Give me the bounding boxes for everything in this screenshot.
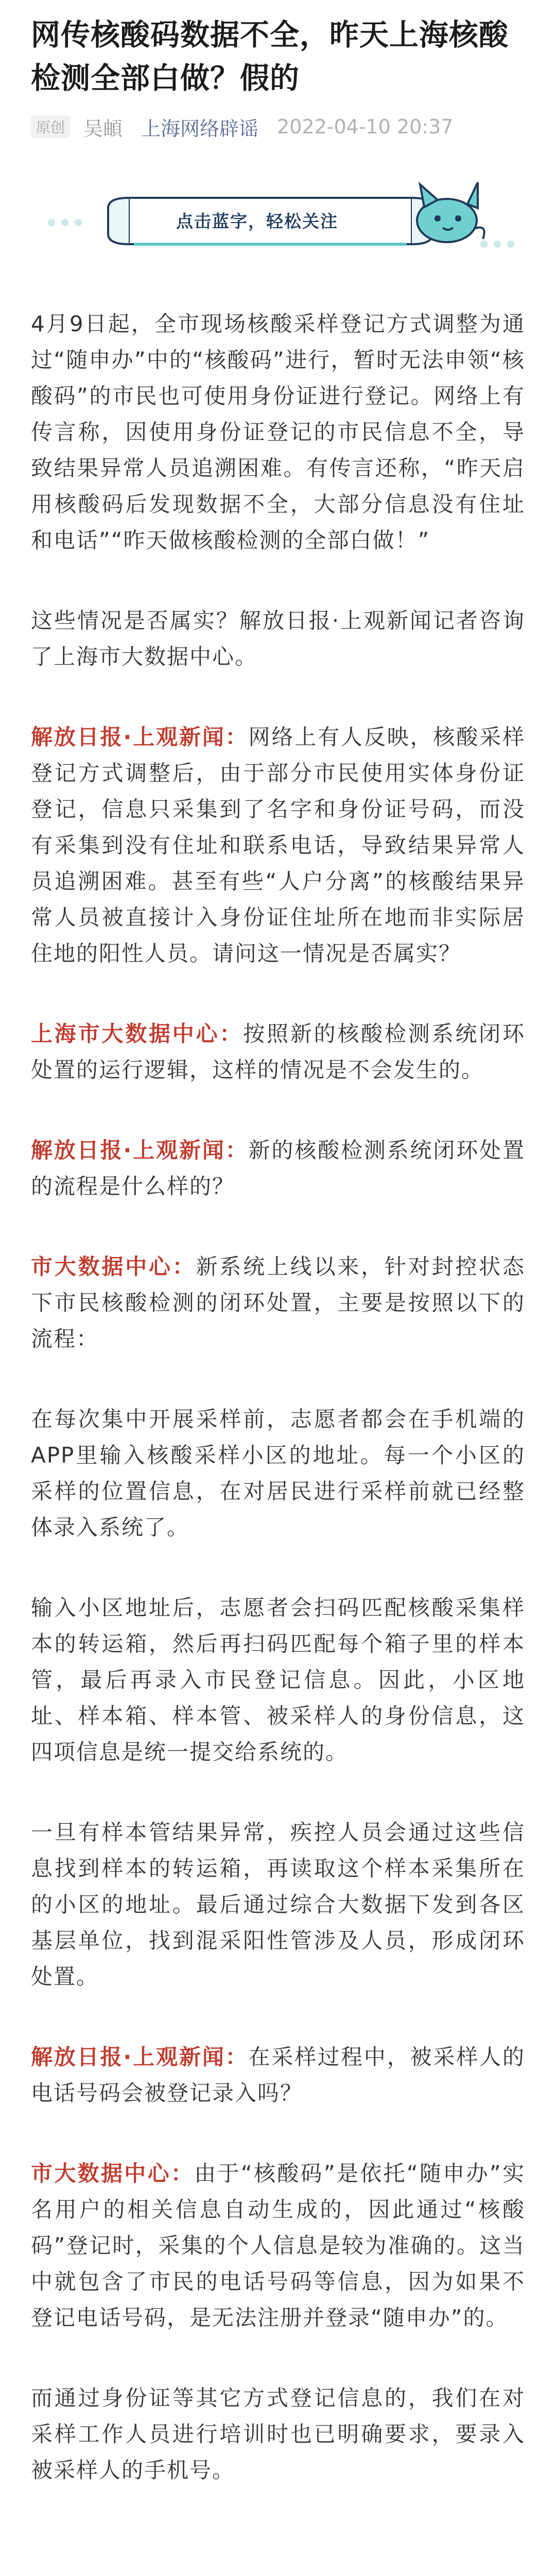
paragraph-text: 新的核酸检测系统闭环处置的流程是什么样的？ — [31, 1138, 525, 1199]
speaker-label: 解放日报·上观新闻： — [31, 2044, 249, 2070]
paragraph — [31, 306, 525, 558]
author-name[interactable]: 吴頔 — [83, 117, 123, 140]
paragraph — [31, 603, 525, 675]
speaker-label: 上海市大数据中心： — [31, 1021, 244, 1046]
follow-banner[interactable] — [31, 167, 525, 270]
article-meta — [31, 111, 525, 142]
paragraph-text: 按照新的核酸检测系统闭环处置的运行逻辑，这样的情况是不会发生的。 — [31, 1021, 525, 1082]
paragraph — [31, 1401, 525, 1546]
paragraph — [31, 1249, 525, 1357]
article-body — [31, 306, 525, 2488]
publish-datetime: 2022-04-10 20:37 — [277, 115, 454, 138]
paragraph-text: 这些情况是否属实？解放日报·上观新闻记者咨询了上海市大数据中心。 — [31, 608, 525, 669]
paragraph — [31, 719, 525, 972]
paragraph — [31, 1132, 525, 1205]
cat-mascot-icon — [402, 167, 489, 255]
paragraph-text: 在采样过程中，被采样人的电话号码会被登记录入吗？ — [31, 2044, 525, 2106]
article-title: 网传核酸码数据不全，昨天上海核酸检测全部白做？假的 — [31, 18, 509, 95]
paragraph — [31, 1815, 525, 1995]
paragraph — [31, 2380, 525, 2488]
paragraph-text: 输入小区地址后，志愿者会扫码匹配核酸采集样本的转运箱，然后再扫码匹配每个箱子里的样本管，最后再录入市民登记信息。因此，小区地址、样本箱、样本管、被采样人的身份信息，这四项信息是统一提交给系统的。 — [31, 1595, 525, 1765]
paragraph-text: 而通过身份证等其它方式登记信息的，我们在对采样工作人员进行培训时也已明确要求，要录入被采样人的手机号。 — [31, 2385, 525, 2483]
paragraph-text: 在每次集中开展采样前，志愿者都会在手机端的APP里输入核酸采样小区的地址。每一个小区的采样的位置信息，在对居民进行采样前就已经整体录入系统了。 — [31, 1406, 525, 1540]
original-tag: 原创 — [31, 115, 70, 138]
paragraph — [31, 1016, 525, 1088]
speaker-label: 解放日报·上观新闻： — [31, 724, 249, 750]
paragraph-text: 网络上有人反映，核酸采样登记方式调整后，由于部分市民使用实体身份证登记，信息只采集到了名字和身份证号码，而没有采集到没有住址和联系电话，导致结果异常人员追溯困难。甚至有些“人户分离”的核酸结果异常人员被直接计入身份证住址所在地而非实际居住地的阳性人员。请问这一情况是否属实？ — [31, 724, 525, 966]
paragraph — [31, 2156, 525, 2336]
paragraph — [31, 2039, 525, 2111]
account-name-link[interactable]: 上海网络辟谣 — [141, 117, 259, 140]
paragraph-text: 由于“核酸码”是依托“随申办”实名用户的相关信息自动生成的，因此通过“核酸码”登记时，采集的个人信息是较为准确的。这当中就包含了市民的电话号码等信息，因为如果不登记电话号码，是无法注册并登录“随申办”的。 — [31, 2161, 525, 2330]
follow-prompt: 点击蓝字，轻松关注 — [176, 211, 338, 231]
paragraph-text: 一旦有样本管结果异常，疾控人员会通过这些信息找到样本的转运箱，再读取这个样本采集所在的小区的地址。最后通过综合大数据下发到各区基层单位，找到混采阳性管涉及人员，形成闭环处置。 — [31, 1820, 525, 1989]
paragraph — [31, 1590, 525, 1770]
speaker-label: 市大数据中心： — [31, 2161, 195, 2186]
paragraph-text: 4月9日起，全市现场核酸采样登记方式调整为通过“随申办”中的“核酸码”进行，暂时无法申领“核酸码”的市民也可使用身份证进行登记。网络上有传言称，因使用身份证登记的市民信息不全，导致结果异常人员追溯困难。有传言还称，“昨天启用核酸码后发现数据不全，大部分信息没有住址和电话”“昨天做核酸检测的全部白做！” — [31, 311, 525, 553]
speaker-label: 解放日报·上观新闻： — [31, 1138, 249, 1163]
speaker-label: 市大数据中心： — [31, 1254, 196, 1279]
paragraph-text: 新系统上线以来，针对封控状态下市民核酸检测的闭环处置，主要是按照以下的流程： — [31, 1254, 525, 1351]
